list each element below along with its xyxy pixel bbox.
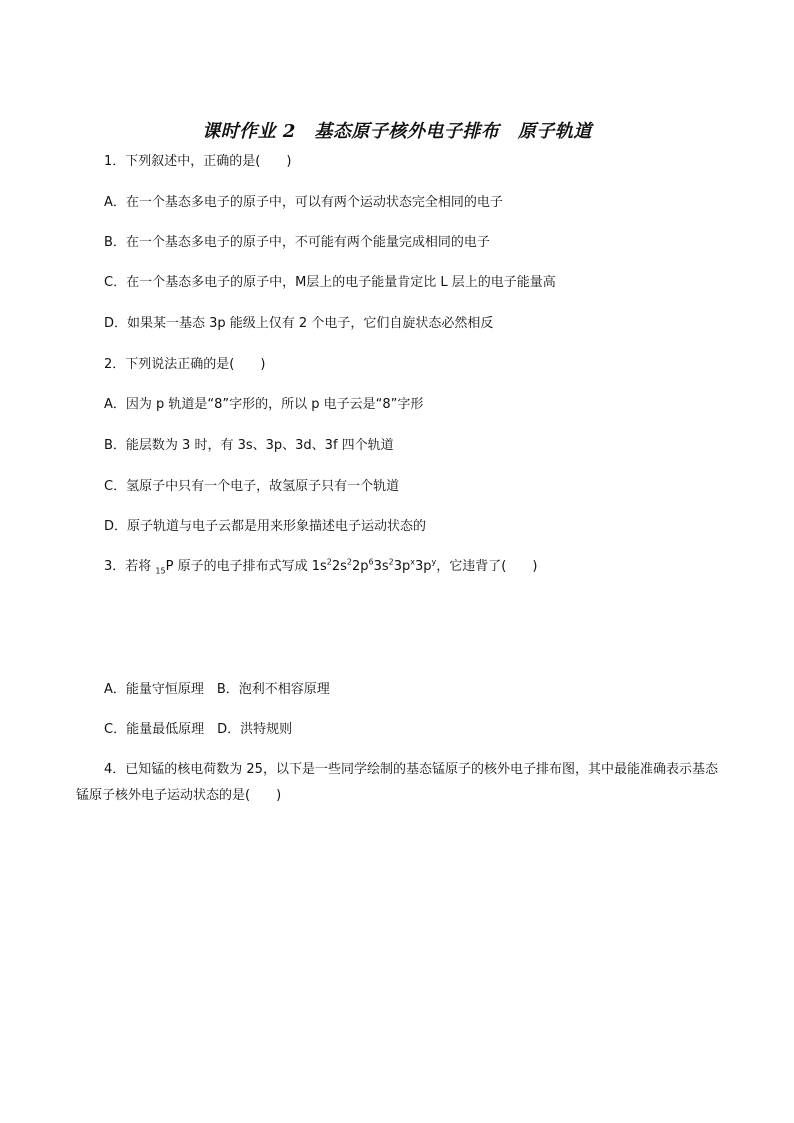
question-1-option-c: C．在一个基态多电子的原子中，M层上的电子能量肯定比 L 层上的电子能量高 [104,275,556,290]
question-4-stem: 4．已知锰的核电荷数为 25，以下是一些同学绘制的基态锰原子的核外电子排布图，其中最能准确表示基态锰原子核外电子运动状态的是( ) [76,762,718,803]
q3-term-5: 3p [415,559,432,574]
question-2-option-c: C．氢原子中只有一个电子，故氢原子只有一个轨道 [104,479,400,494]
question-1-option-b: B．在一个基态多电子的原子中，不可能有两个能量完成相同的电子 [104,235,490,250]
question-3-options-cd: C．能量最低原理 D．洪特规则 [104,722,293,737]
q3-sup-3: 6 [368,557,374,567]
q3-sup-4: 2 [388,557,394,567]
q3-sup-1: 2 [326,557,332,567]
question-2-option-d: D．原子轨道与电子云都是用来形象描述电子运动状态的 [104,519,427,534]
q3-term-2: 2p [351,559,369,574]
page-title: 课时作业 2 基态原子核外电子排布 原子轨道 [202,121,592,142]
question-2-stem: 2．下列说法正确的是( ) [104,357,266,372]
question-2-option-a: A．因为 p 轨道是“8”字形的，所以 p 电子云是“8”字形 [104,397,424,412]
question-3-options-ab: A．能量守恒原理 B．泡利不相容原理 [104,682,330,697]
question-3-stem [104,559,537,575]
q3-sup-5: x [410,557,416,567]
question-1-stem: 1．下列叙述中，正确的是( ) [104,154,292,169]
q3-atomic-number: 15 [155,566,166,576]
q3-element: P 原子的电子排布式写成 1s [165,559,327,574]
question-2-option-b: B．能层数为 3 时，有 3s、3p、3d、3f 四个轨道 [104,438,394,453]
q3-term-1: 2s [331,559,347,574]
q3-sup-2: 2 [346,557,352,567]
q3-term-4: 3p [393,559,411,574]
q3-suffix: ，它违背了( ) [436,559,538,574]
q3-term-3: 3s [373,559,389,574]
q3-sup-6: y [431,557,437,567]
question-1-option-a: A．在一个基态多电子的原子中，可以有两个运动状态完全相同的电子 [104,195,503,210]
q3-prefix: 3．若将 [104,559,156,574]
question-1-option-d: D．如果某一基态 3p 能级上仅有 2 个电子，它们自旋状态必然相反 [104,316,494,331]
